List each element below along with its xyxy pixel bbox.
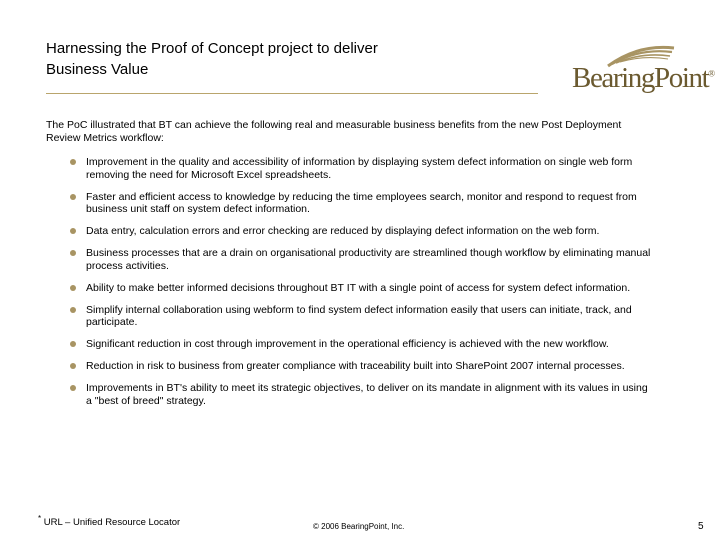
list-item-text: Data entry, calculation errors and error checking are reduced by displaying defect information on the web form. xyxy=(86,225,600,237)
list-item-text: Significant reduction in cost through improvement in the operational efficiency is achieved with the new workflow. xyxy=(86,338,609,350)
list-item xyxy=(70,247,655,272)
list-item-text: Business processes that are a drain on organisational productivity are streamlined though workflow by eliminating manual process activities. xyxy=(86,247,651,272)
list-item xyxy=(70,360,655,373)
footnote xyxy=(38,514,180,528)
page-number: 5 xyxy=(698,521,704,532)
footnote-text: URL – Unified Resource Locator xyxy=(43,517,181,529)
bullet-icon xyxy=(70,194,76,200)
intro-paragraph: The PoC illustrated that BT can achieve the following real and measurable business benefits from the new Post Deployment Review Metrics workflow: xyxy=(46,119,622,144)
list-item xyxy=(70,225,655,238)
list-item xyxy=(70,382,655,407)
list-item xyxy=(70,282,655,295)
bullet-icon xyxy=(70,385,76,391)
logo-brand-name: BearingPoint xyxy=(572,62,709,94)
title-divider xyxy=(46,93,538,94)
bullet-icon xyxy=(70,250,76,256)
list-item xyxy=(70,304,655,329)
bullet-icon xyxy=(70,363,76,369)
list-item-text: Improvements in BT's ability to meet its strategic objectives, to deliver on its mandate in alignment with its values in using a "best of breed" strategy. xyxy=(86,382,648,407)
list-item-text: Improvement in the quality and accessibility of information by displaying system defect information on single web form removing the need for Microsoft Excel spreadsheets. xyxy=(86,156,633,181)
bullet-icon xyxy=(70,159,76,165)
list-item xyxy=(70,338,655,351)
list-item xyxy=(70,191,655,216)
list-item-text: Simplify internal collaboration using webform to find system defect information easily that users can initiate, track, and participate. xyxy=(86,303,632,328)
logo-trademark: ® xyxy=(708,68,716,79)
slide-title-line-2: Business Value xyxy=(46,61,149,78)
copyright-notice: © 2006 BearingPoint, Inc. xyxy=(313,522,405,531)
list-item-text: Ability to make better informed decisions throughout BT IT with a single point of access for system defect information. xyxy=(86,281,631,294)
benefits-list xyxy=(70,156,655,417)
slide-title xyxy=(46,38,516,80)
bullet-icon xyxy=(70,285,76,291)
list-item xyxy=(70,156,655,181)
logo-wordmark xyxy=(572,62,715,95)
slide-title-line-1: Harnessing the Proof of Concept project to deliver xyxy=(46,40,378,57)
bearingpoint-logo xyxy=(566,38,716,100)
list-item-text: Faster and efficient access to knowledge by reducing the time employees search, monitor and respond to request from business unit staff on system defect information. xyxy=(86,190,637,215)
footnote-marker: * xyxy=(38,514,42,523)
bullet-icon xyxy=(70,341,76,347)
bullet-icon xyxy=(70,307,76,313)
list-item-text: Reduction in risk to business from greater compliance with traceability built into SharePoint 2007 internal processes. xyxy=(86,360,625,372)
bullet-icon xyxy=(70,228,76,234)
